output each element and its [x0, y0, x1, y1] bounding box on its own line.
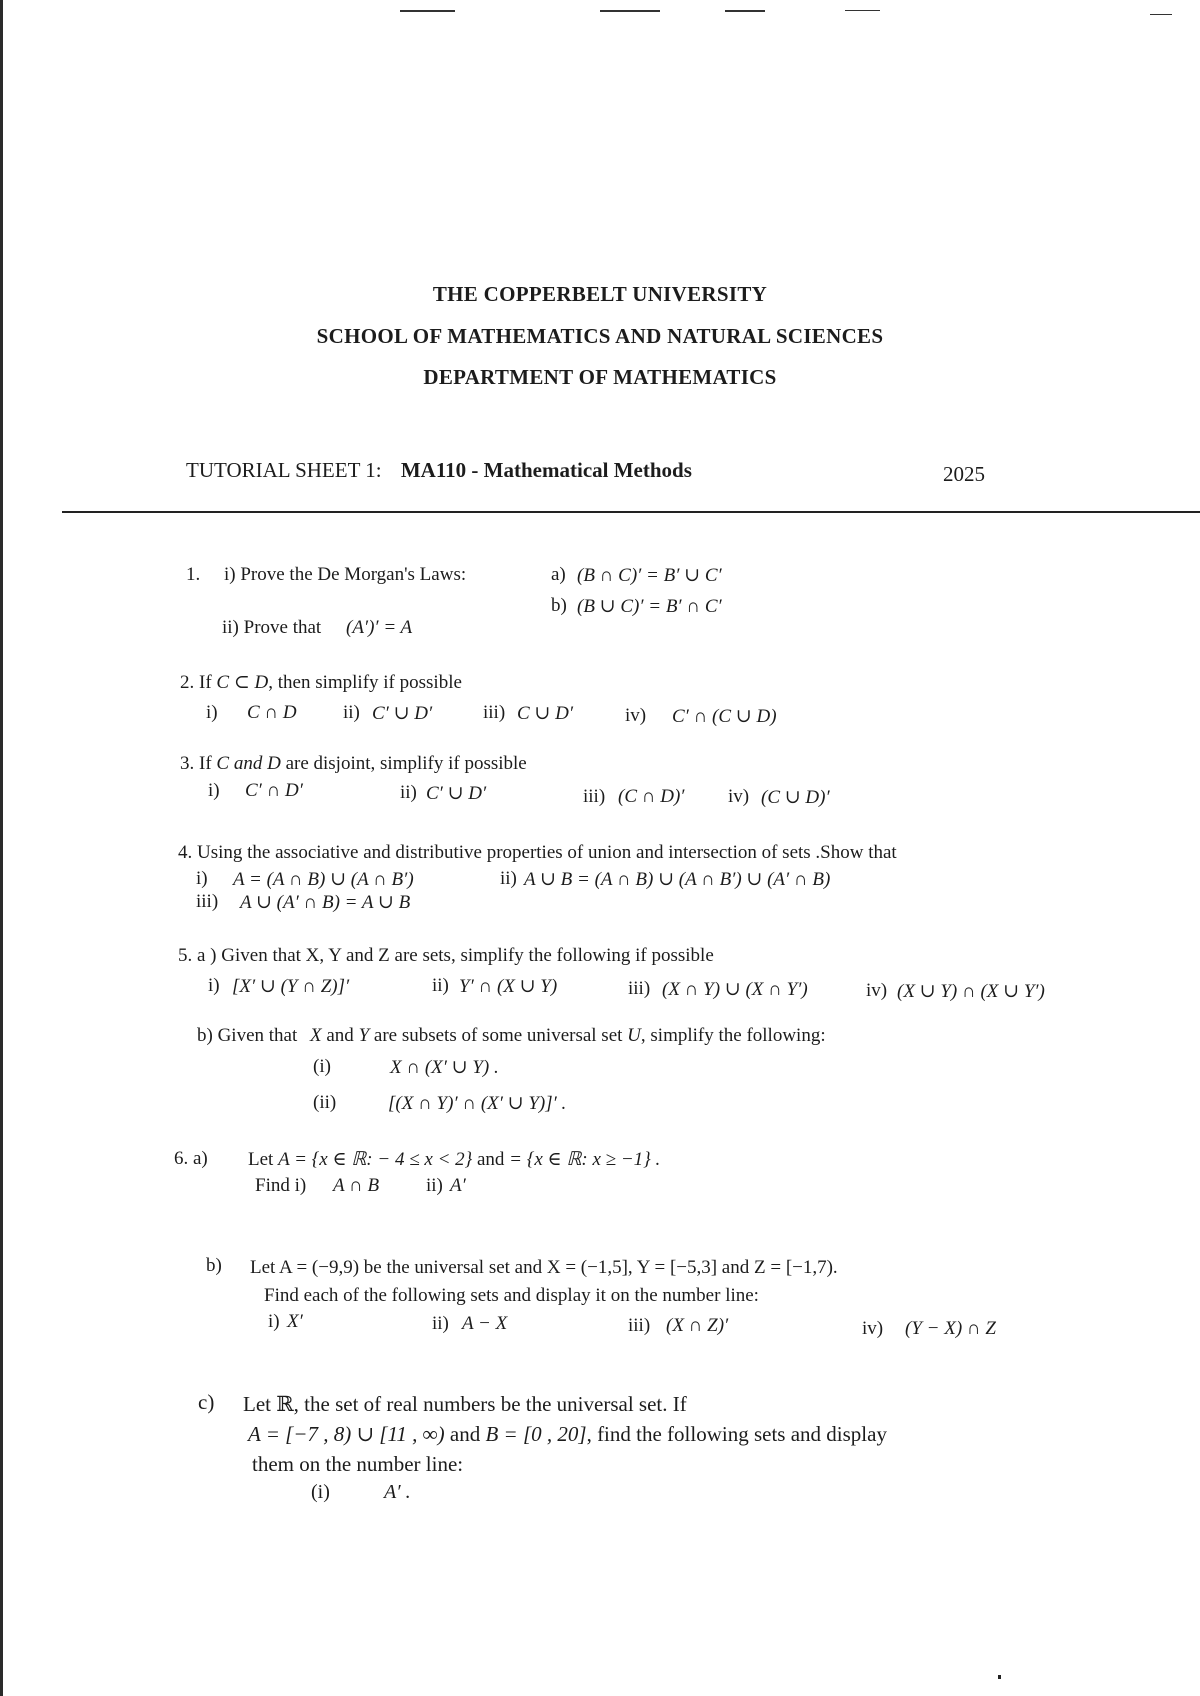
q1-ii-expr: (A′)′ = A	[346, 617, 413, 638]
q3-item-label: iii)	[583, 786, 606, 807]
sheet-year: 2025	[943, 462, 985, 486]
q5b-intro-text-2: are subsets of some universal set	[373, 1025, 623, 1046]
q6c-line-2	[248, 1422, 887, 1447]
q5b-item-expr: [(X ∩ Y)′ ∩ (X′ ∪ Y)]′ .	[388, 1093, 567, 1114]
q5a-item-expr: (X ∪ Y) ∩ (X ∪ Y′)	[897, 981, 1045, 1002]
q6b-item-expr: (X ∩ Z)′	[666, 1315, 729, 1336]
q2-item-label: iv)	[625, 705, 647, 726]
sheet-title	[186, 458, 692, 483]
q5b-intro	[197, 1025, 826, 1047]
q6a-item-expr: A′	[450, 1175, 466, 1196]
q1-b-expr: (B ∪ C)′ = B′ ∩ C′	[577, 596, 722, 617]
q6c-line-1: Let ℝ, the set of real numbers be the universal set. If	[243, 1392, 687, 1416]
q6a-item-expr: A ∩ B	[333, 1175, 380, 1196]
q2-item-expr: C′ ∪ D′	[372, 703, 433, 724]
q3-item-label: i)	[208, 780, 220, 801]
q1-number: 1.	[186, 564, 201, 585]
q6b-item-expr: A − X	[462, 1313, 508, 1334]
q3-intro	[180, 753, 527, 775]
university-name: THE COPPERBELT UNIVERSITY	[432, 282, 768, 306]
q2-item-label: iii)	[483, 702, 506, 723]
q6a-and: and	[476, 1149, 505, 1170]
q3-intro-text: 3. If	[180, 753, 212, 774]
q6c-item-label: (i)	[311, 1481, 330, 1503]
q5a-item-label: ii)	[432, 975, 449, 996]
q6a-let: Let	[248, 1149, 274, 1170]
q5a-item-label: iii)	[628, 978, 651, 999]
q3-condition: C and D	[216, 753, 281, 774]
q2-condition: C ⊂ D	[216, 672, 269, 693]
q6b-item-label: i)	[268, 1311, 280, 1332]
q2-item-expr: C ∪ D′	[517, 703, 573, 724]
school-name: SCHOOL OF MATHEMATICS AND NATURAL SCIENCES	[316, 324, 884, 348]
q2-item-expr: C ∩ D	[247, 702, 297, 723]
scan-speck	[998, 1675, 1001, 1679]
q5a-item-label: iv)	[866, 980, 888, 1001]
q2-item-label: ii)	[343, 702, 360, 723]
q6c-line-2-tail: , find the following sets and display	[586, 1422, 887, 1446]
scan-top-mark	[845, 10, 880, 11]
q4-item-expr: A ∪ (A′ ∩ B) = A ∪ B	[240, 892, 411, 913]
q6c-and: and	[449, 1422, 481, 1446]
q5a-item-label: i)	[208, 975, 220, 996]
q6b-item-label: iii)	[628, 1315, 651, 1336]
q2-intro-text: 2. If	[180, 672, 212, 693]
q5b-universal-set: U	[627, 1025, 641, 1046]
q6b-item-label: ii)	[432, 1313, 449, 1334]
q2-item-expr: C′ ∩ (C ∪ D)	[672, 706, 777, 727]
q5b-set-x: X	[310, 1025, 322, 1046]
q5b-intro-text-3: , simplify the following:	[640, 1025, 826, 1046]
q2-item-label: i)	[206, 702, 218, 723]
q4-item-expr: A = (A ∩ B) ∪ (A ∩ B′)	[233, 869, 414, 890]
q6b-item-expr: (Y − X) ∩ Z	[905, 1318, 996, 1339]
q6c-set-b: B = [0 , 20]	[485, 1422, 587, 1446]
q5b-item-expr: X ∩ (X′ ∪ Y) .	[390, 1057, 499, 1078]
q6a-set-a: A = {x ∈ ℝ: − 4 ≤ x < 2}	[278, 1149, 473, 1170]
header-divider	[62, 511, 1200, 513]
q5a-intro: 5. a ) Given that X, Y and Z are sets, simplify the following if possible	[178, 945, 714, 966]
q5b-set-y: Y	[358, 1025, 370, 1046]
q6a-item-label: ii)	[426, 1175, 443, 1196]
q4-intro: 4. Using the associative and distributive properties of union and intersection of sets .Show that	[178, 842, 897, 863]
scan-top-mark	[400, 10, 455, 12]
q4-item-label: i)	[196, 868, 208, 889]
q3-item-label: ii)	[400, 782, 417, 803]
q6b-item-expr: X′	[287, 1311, 303, 1332]
q1-a-expr: (B ∩ C)′ = B′ ∪ C′	[577, 565, 722, 586]
q6a-set-b: = {x ∈ ℝ: x ≥ −1} .	[509, 1149, 661, 1170]
q6b-item-label: iv)	[862, 1318, 884, 1339]
q5a-item-expr: [X′ ∪ (Y ∩ Z)]′	[232, 976, 350, 997]
course-title: MA110 - Mathematical Methods	[400, 458, 692, 482]
q3-item-label: iv)	[728, 786, 750, 807]
q2-intro-tail: , then simplify if possible	[268, 672, 462, 693]
q3-item-expr: (C ∪ D)′	[761, 787, 830, 808]
q3-intro-tail: are disjoint, simplify if possible	[285, 753, 527, 774]
scan-top-mark	[1150, 14, 1172, 15]
q6c-item-expr: A′ .	[384, 1481, 411, 1503]
q6b-line-1: Let A = (−9,9) be the universal set and X = (−1,5], Y = [−5,3] and Z = [−1,7).	[250, 1257, 838, 1278]
q6c-set-a: A = [−7 , 8) ∪ [11 , ∞)	[248, 1422, 445, 1446]
q6b-label: b)	[206, 1255, 222, 1276]
scan-edge	[0, 0, 3, 1696]
q5b-and: and	[326, 1025, 354, 1046]
q6a-statement	[248, 1148, 660, 1171]
q5b-item-label: (i)	[313, 1056, 331, 1077]
q6b-line-2: Find each of the following sets and display it on the number line:	[264, 1285, 759, 1306]
q3-item-expr: C′ ∪ D′	[426, 783, 487, 804]
q4-item-label: iii)	[196, 891, 219, 912]
q1-a-label: a)	[551, 564, 566, 585]
scan-top-mark	[600, 10, 660, 12]
q4-item-expr: A ∪ B = (A ∩ B) ∪ (A ∩ B′) ∪ (A′ ∩ B)	[524, 869, 831, 890]
q5a-item-expr: Y′ ∩ (X ∪ Y)	[459, 976, 558, 997]
q6c-label: c)	[198, 1390, 215, 1414]
q1-intro: i) Prove the De Morgan's Laws:	[224, 564, 467, 585]
sheet-label: TUTORIAL SHEET 1:	[186, 458, 382, 482]
department-name: DEPARTMENT OF MATHEMATICS	[423, 365, 777, 389]
q5b-intro-text: b) Given that	[197, 1025, 298, 1046]
q3-item-expr: (C ∩ D)′	[618, 786, 685, 807]
q1-ii-label: ii) Prove that	[222, 617, 322, 638]
q2-intro	[180, 671, 462, 694]
q5a-item-expr: (X ∩ Y) ∪ (X ∩ Y′)	[662, 979, 808, 1000]
q5b-item-label: (ii)	[313, 1092, 337, 1113]
q6a-find: Find i)	[255, 1175, 307, 1196]
q4-item-label: ii)	[500, 868, 517, 889]
q1-b-label: b)	[551, 595, 567, 616]
q6c-line-3: them on the number line:	[252, 1452, 464, 1476]
q6a-label: 6. a)	[174, 1148, 208, 1169]
q3-item-expr: C′ ∩ D′	[245, 780, 303, 801]
scan-top-mark	[725, 10, 765, 12]
